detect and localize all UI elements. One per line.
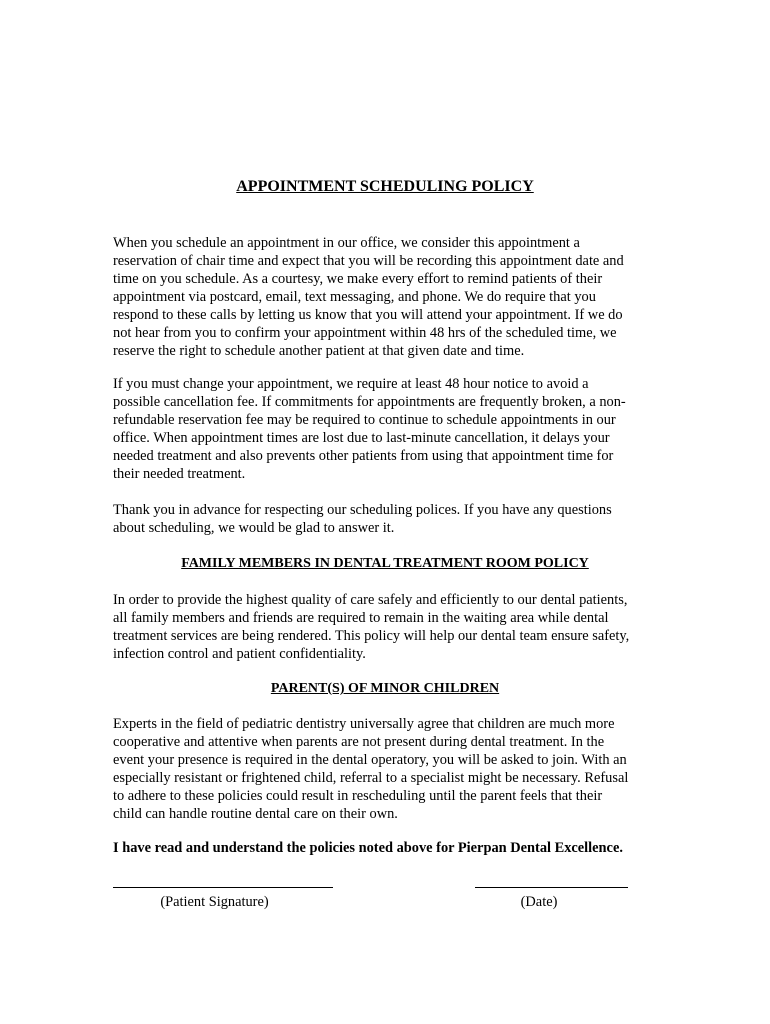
- text-line: needed treatment and also prevents other patients from using that appointment time for: [113, 448, 614, 464]
- text-line: reserve the right to schedule another patient at that given date and time.: [113, 343, 525, 359]
- text-line: Thank you in advance for respecting our scheduling polices. If you have any questions: [113, 502, 612, 518]
- text-line: treatment services are being rendered. This policy will help our dental team ensure safety,: [113, 628, 630, 644]
- paragraph-thank-you: [113, 501, 661, 537]
- patient-signature-label: (Patient Signature): [160, 894, 269, 910]
- text-line: child can handle routine dental care on their own.: [113, 806, 398, 822]
- text-line: respond to these calls by letting us know that you will attend your appointment. If we do: [113, 307, 623, 323]
- text-line: about scheduling, we would be glad to answer it.: [113, 520, 395, 536]
- date-label: (Date): [520, 894, 558, 910]
- text-line: time on you schedule. As a courtesy, we make every effort to remind patients of their: [113, 271, 603, 287]
- text-line: When you schedule an appointment in our office, we consider this appointment a: [113, 235, 580, 251]
- text-line: In order to provide the highest quality of care safely and efficiently to our dental patients,: [113, 592, 628, 608]
- text-line: If you must change your appointment, we require at least 48 hour notice to avoid a: [113, 376, 589, 392]
- text-line: appointment via postcard, email, text messaging, and phone. We do require that you: [113, 289, 596, 305]
- text-line: office. When appointment times are lost due to last-minute cancellation, it delays your: [113, 430, 610, 446]
- heading-parents: PARENT(S) OF MINOR CHILDREN: [270, 681, 500, 696]
- text-line: infection control and patient confidentiality.: [113, 646, 366, 662]
- text-line: cooperative and attentive when parents are not present during dental treatment. In the: [113, 734, 605, 750]
- text-line: reservation of chair time and expect that you will be recording this appointment date and: [113, 253, 624, 269]
- text-line: not hear from you to confirm your appointment within 48 hrs of the scheduled time, we: [113, 325, 617, 341]
- text-line: especially resistant or frightened child, referral to a specialist might be necessary. Refusal: [113, 770, 629, 786]
- text-line: all family members and friends are required to remain in the waiting area while dental: [113, 610, 609, 626]
- date-line[interactable]: [475, 887, 628, 888]
- acknowledgement-statement: I have read and understand the policies noted above for Pierpan Dental Excellence.: [113, 840, 623, 856]
- paragraph-scheduling: [113, 234, 661, 360]
- text-line: to adhere to these policies could result in rescheduling until the parent feels that their: [113, 788, 603, 804]
- text-line: possible cancellation fee. If commitments for appointments are frequently broken, a non-: [113, 394, 626, 410]
- text-line: event your presence is required in the dental operatory, you will be asked to join. With an: [113, 752, 627, 768]
- text-line: refundable reservation fee may be required to continue to schedule appointments in our: [113, 412, 616, 428]
- heading-family-members: FAMILY MEMBERS IN DENTAL TREATMENT ROOM POLICY: [181, 556, 589, 571]
- text-line: their needed treatment.: [113, 466, 246, 482]
- paragraph-parents: [113, 715, 661, 823]
- text-line: Experts in the field of pediatric dentistry universally agree that children are much more: [113, 716, 615, 732]
- paragraph-family-members: [113, 591, 661, 663]
- paragraph-cancellation: [113, 375, 661, 483]
- patient-signature-line[interactable]: [113, 887, 333, 888]
- page-title: APPOINTMENT SCHEDULING POLICY: [236, 178, 534, 195]
